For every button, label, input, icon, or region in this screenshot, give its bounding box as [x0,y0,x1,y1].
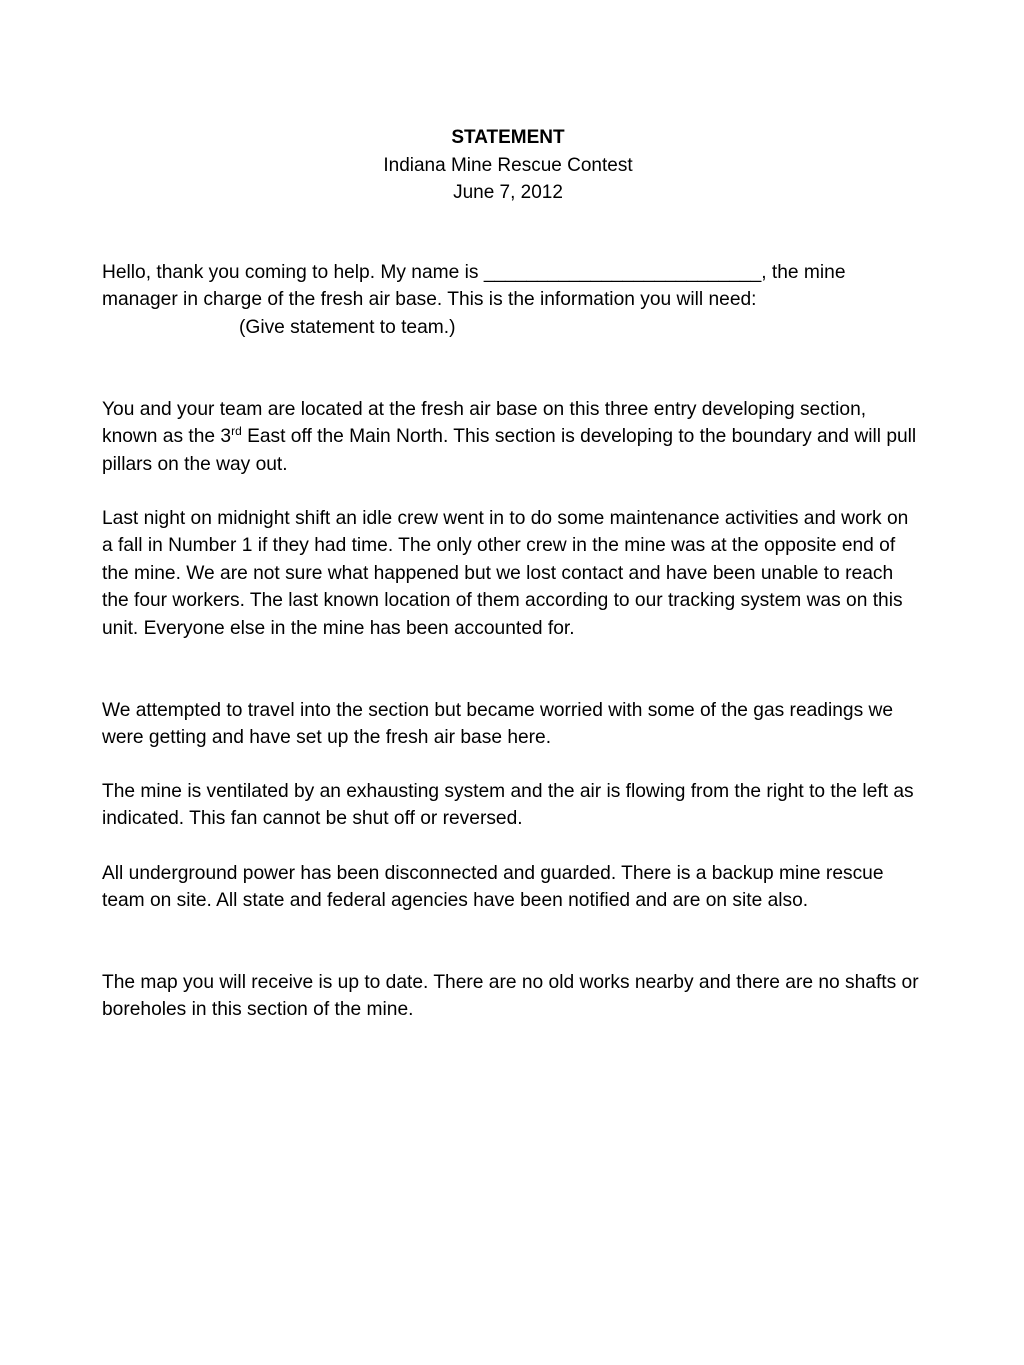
location-superscript: rd [231,424,242,439]
ventilation-text: The mine is ventilated by an exhausting system and the air is flowing from the right to the left as indicated. This fan cannot be shut off or reversed. [102,781,914,830]
power-text: All underground power has been disconnected and guarded. There is a backup mine rescue team on site. All state and federal agencies have been notified and are on site also. [102,863,884,912]
intro-note: (Give statement to team.) [239,316,456,338]
intro-paragraph [102,259,922,341]
document-header [0,124,1016,207]
attempt-paragraph [102,697,922,752]
incident-text: Last night on midnight shift an idle crew went in to do some maintenance activities and work on a fall in Number 1 if they had time. The only other crew in the mine was at the opposite end of the mine. We are not sure what happened but we lost contact and have been unable to reach the four workers. The last known location of them according to our tracking system was on this unit. Everyone else in the mine has been accounted for. [102,508,909,639]
map-text: The map you will receive is up to date. There are no old works nearby and there are no shafts or boreholes in this section of the mine. [102,972,919,1021]
document-title: STATEMENT [451,127,565,148]
location-text-end: East off the Main North. This section is developing to the boundary and will pull pillars on the way out. [102,426,917,475]
document-subtitle: Indiana Mine Rescue Contest [383,154,633,176]
ventilation-paragraph [102,778,922,833]
intro-text-start: Hello, thank you coming to help. My name is [102,262,484,283]
document-date: June 7, 2012 [453,182,563,203]
attempt-text: We attempted to travel into the section but became worried with some of the gas readings we were getting and have set up the fresh air base here. [102,700,894,749]
power-paragraph [102,860,922,915]
incident-paragraph [102,505,922,642]
location-text-start: You and your team are located at the fresh air base on this three entry developing section, known as the 3 [102,399,867,448]
map-paragraph [102,969,922,1024]
name-blank: __________________________ [483,262,762,283]
location-paragraph [102,396,922,478]
intro-text-end: , the mine manager in charge of the fresh air base. This is the information you will need: [102,262,846,311]
